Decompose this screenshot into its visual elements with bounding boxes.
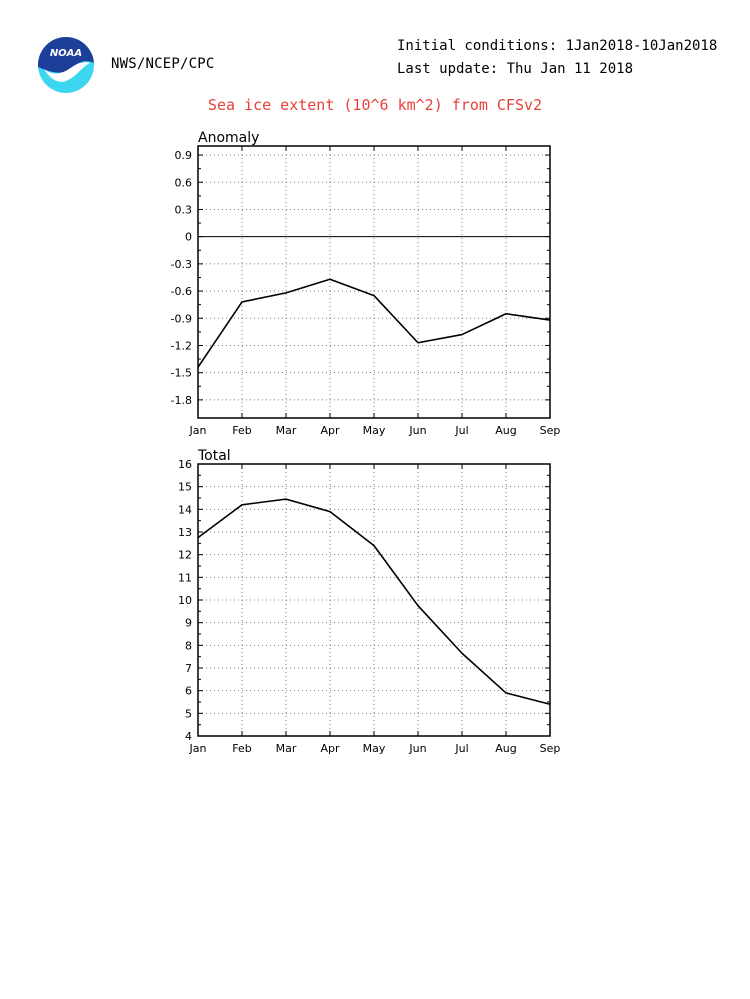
panel-2-ytick-label: 14	[178, 503, 192, 517]
panel-1-xtick-label: Jun	[409, 424, 427, 437]
last-update: Last update: Thu Jan 11 2018	[397, 61, 634, 77]
initial-conditions: Initial conditions: 1Jan2018-10Jan2018	[397, 38, 718, 54]
panel-2-xtick-label: Jan	[189, 742, 207, 755]
panel-2-series-line	[198, 499, 550, 704]
panel-1-ytick-label: -1.5	[170, 366, 192, 380]
chart-title: Sea ice extent (10^6 km^2) from CFSv2	[207, 96, 543, 114]
panel-2-ytick-label: 8	[185, 639, 192, 653]
panel-2-ytick-label: 7	[185, 662, 192, 675]
panel-2-ytick-label: 4	[185, 730, 192, 743]
panel-2-xtick-label: Sep	[539, 742, 561, 755]
org-label: NWS/NCEP/CPC	[111, 56, 215, 72]
panel-1-xtick-label: Sep	[539, 424, 561, 437]
panel-1-xtick-label: May	[362, 424, 386, 437]
panel-1-xtick-label: Apr	[320, 424, 340, 437]
panel-2-ytick-label: 9	[185, 616, 192, 630]
logo-text: NOAA	[49, 48, 83, 59]
panel-2-xtick-label: Jun	[409, 742, 427, 755]
panel-2-xtick-label: Aug	[495, 742, 517, 755]
panel-1-ytick-label: -0.9	[170, 312, 192, 326]
panel-2-xtick-label: Mar	[275, 742, 297, 755]
panel-2-xtick-label: May	[362, 742, 386, 755]
panel-2-ytick-label: 15	[178, 480, 192, 494]
panel-1-ytick-label: 0.3	[174, 203, 192, 217]
panel-1-xtick-label: Jul	[455, 424, 469, 437]
panel-2-ytick-label: 5	[185, 707, 192, 721]
panel-1-ytick-label: 0.9	[174, 149, 192, 163]
panel-1-xtick-label: Feb	[232, 424, 252, 437]
panel-1-ytick-label: 0	[185, 230, 192, 244]
panel-2-ytick-label: 12	[178, 548, 192, 562]
panel-1-ytick-label: -0.3	[170, 257, 192, 271]
panel-1-xtick-label: Aug	[495, 424, 517, 437]
panel-1-ytick-label: -0.6	[170, 285, 192, 299]
panel-1-ytick-label: 0.6	[174, 176, 192, 190]
panel-2-xtick-label: Feb	[232, 742, 252, 755]
panel-1-xtick-label: Mar	[275, 424, 297, 437]
panel-2-xtick-label: Apr	[320, 742, 340, 755]
panel-2-ytick-label: 13	[178, 526, 192, 539]
panel-1-title: Anomaly	[198, 130, 260, 146]
panel-2-xtick-label: Jul	[455, 742, 469, 755]
panel-1-ytick-label: -1.2	[170, 339, 192, 353]
panel-2-title: Total	[198, 448, 231, 464]
panel-2-ytick-label: 6	[185, 684, 192, 698]
panel-2-ytick-label: 11	[178, 571, 192, 585]
panel-2-ytick-label: 16	[178, 458, 192, 471]
panel-1-ytick-label: -1.8	[170, 393, 192, 407]
panel-2-ytick-label: 10	[178, 594, 192, 607]
panel-1-xtick-label: Jan	[189, 424, 207, 437]
